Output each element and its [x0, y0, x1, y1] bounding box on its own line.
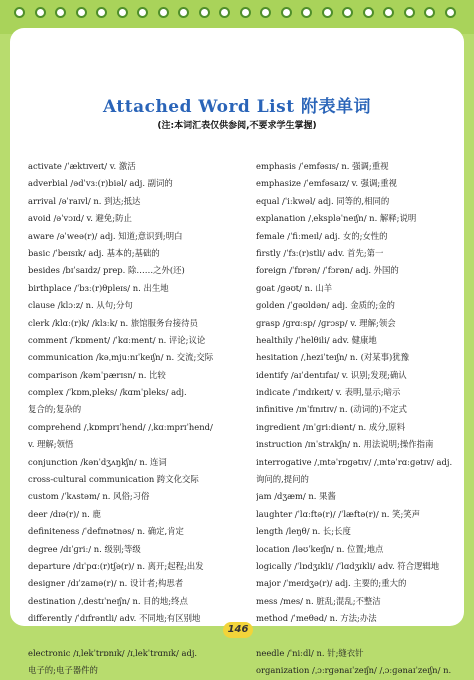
word-entry: jam /dʒæm/ n. 果酱: [256, 491, 336, 502]
word-entry: comprehend /ˌkɒmprɪˈhend/ /ˌkɑːmprɪˈhend/: [28, 421, 213, 432]
word-entry: explanation /ˌekspləˈneɪʃn/ n. 解释;说明: [256, 213, 417, 224]
binder-ring-icon: [117, 7, 128, 18]
word-entry: electronic /ɪˌlekˈtrɒnɪk/ /ɪˌlekˈtrɑnɪk/ adj.: [28, 647, 198, 658]
binder-ring-icon: [158, 7, 169, 18]
word-entry: comparison /kəmˈpærɪsn/ n. 比较: [28, 369, 166, 380]
binder-ring-icon: [260, 7, 271, 18]
word-entry: cross-cultural communication 跨文化交际: [28, 474, 199, 485]
word-entry: basic /ˈbeɪsɪk/ adj. 基本的;基础的: [28, 247, 160, 258]
binder-ring-icon: [96, 7, 107, 18]
binder-ring-icon: [137, 7, 148, 18]
word-entry: hesitation /ˌheziˈteɪʃn/ n. (对某事)犹豫: [256, 352, 409, 363]
word-entry: conjunction /kənˈdʒʌŋkʃn/ n. 连词: [28, 456, 167, 467]
binder-ring-icon: [199, 7, 210, 18]
word-entry: custom /ˈkʌstəm/ n. 风俗;习俗: [28, 491, 150, 502]
binder-ring-icon: [281, 7, 292, 18]
word-entry: arrival /əˈraɪvl/ n. 到达;抵达: [28, 195, 141, 206]
word-entry: instruction /ɪnˈstrʌkʃn/ n. 用法说明;操作指南: [256, 439, 434, 450]
word-entry: mess /mes/ n. 脏乱;混乱;不整洁: [256, 595, 381, 606]
binder-ring-icon: [240, 7, 251, 18]
word-entry: 复合的;复杂的: [28, 404, 82, 415]
word-entry: golden /ˈɡəʊldən/ adj. 金质的;金的: [256, 300, 395, 311]
word-entry: interrogative /ˌɪntəˈrɒɡətɪv/ /ˌɪntəˈrɑːɡətɪv/ adj.: [256, 456, 453, 467]
word-entry: activate /ˈæktɪveɪt/ v. 激活: [28, 161, 136, 171]
word-entry: v. 理解;领悟: [28, 439, 74, 450]
word-entry: comment /ˈkɒment/ /ˈkɑːment/ n. 评论;议论: [28, 334, 206, 345]
word-list-left-column: [28, 158, 253, 680]
binder-ring-icon: [383, 7, 394, 18]
binder-ring-icon: [322, 7, 333, 18]
word-entry: firstly /ˈfɜː(r)stli/ adv. 首先;第一: [256, 247, 384, 258]
word-entry: complex /ˈkɒmˌpleks/ /kɑmˈpleks/ adj.: [28, 387, 187, 398]
word-entry: clause /klɔːz/ n. 从句;分句: [28, 300, 133, 311]
word-entry: degree /dɪˈɡriː/ n. 级别;等级: [28, 543, 141, 554]
binder-ring-icon: [301, 7, 312, 18]
binder-ring-icon: [178, 7, 189, 18]
word-entry: 询问的,提问的: [256, 474, 309, 485]
word-entry: departure /dɪˈpɑː(r)tʃə(r)/ n. 离开;起程;出发: [28, 560, 204, 571]
page-title: Attached Word List 附表单词: [102, 97, 371, 117]
word-entry: foreign /ˈfɒrən/ /ˈfɔrən/ adj. 外国的: [256, 265, 399, 276]
binder-ring-icon: [404, 7, 415, 18]
page-subtitle: (注:本词汇表仅供参阅,不要求学生掌握): [157, 121, 317, 131]
word-entry: goat /ɡəʊt/ n. 山羊: [256, 282, 333, 293]
word-entry: aware /əˈweə(r)/ adj. 知道;意识到;明白: [28, 230, 183, 241]
word-entry: differently /ˈdɪfrəntli/ adv. 不同地;有区别地: [28, 613, 201, 624]
word-entry: major /ˈmeɪdʒə(r)/ adj. 主要的;重大的: [256, 578, 407, 589]
word-entry: birthplace /ˈbɜː(r)θpleɪs/ n. 出生地: [28, 282, 169, 293]
word-entry: emphasize /ˈemfəsaɪz/ v. 强调;重视: [256, 178, 397, 189]
word-entry: length /leŋθ/ n. 长;长度: [256, 526, 351, 537]
word-entry: definiteness /ˈdefɪnətnəs/ n. 确定,肯定: [28, 526, 184, 537]
word-entry: needle /ˈniːdl/ n. 针;缝衣针: [256, 647, 364, 658]
binder-ring-icon: [14, 7, 25, 18]
page-number: 146: [223, 622, 253, 638]
word-entry: 电子的;电子器件的: [28, 665, 98, 676]
binder-ring-icon: [35, 7, 46, 18]
word-entry: grasp /ɡrɑːsp/ /ɡrɔsp/ v. 理解;领会: [256, 317, 396, 328]
word-entry: besides /bɪˈsaɪdz/ prep. 除……之外(还): [28, 265, 185, 276]
word-entry: location /ləʊˈkeɪʃn/ n. 位置;地点: [256, 543, 384, 554]
binder-ring-icon: [424, 7, 435, 18]
word-entry: healthily /ˈhelθili/ adv. 健康地: [256, 334, 377, 345]
word-entry: communication /kəˌmjuːnɪˈkeɪʃn/ n. 交流;交际: [28, 352, 214, 363]
word-entry: method /ˈmeθəd/ n. 方法;办法: [256, 613, 377, 624]
word-entry: ingredient /ɪnˈɡriːdiənt/ n. 成分,原料: [256, 421, 405, 432]
word-entry: organization /ˌɔːrɡənaɪˈzeɪʃn/ /ˌɔːɡənaɪˈzeɪʃn/ n.: [256, 665, 452, 676]
binder-ring-icon: [76, 7, 87, 18]
word-entry: deer /dɪə(r)/ n. 鹿: [28, 508, 101, 519]
word-entry: laughter /ˈlɑːftə(r)/ /ˈlæftə(r)/ n. 笑;笑声: [256, 508, 421, 519]
binder-ring-icon: [342, 7, 353, 18]
word-entry: designer /dɪˈzaɪnə(r)/ n. 设计者;构思者: [28, 578, 184, 589]
word-entry: destination /ˌdestɪˈneɪʃn/ n. 目的地;终点: [28, 595, 188, 606]
word-entry: indicate /ˈɪndɪkeɪt/ v. 表明,显示;暗示: [256, 387, 401, 398]
word-entry: infinitive /ɪnˈfɪnɪtɪv/ n. (动词的)不定式: [256, 404, 407, 415]
word-list-right-column: [256, 158, 461, 680]
binder-ring-icon: [55, 7, 66, 18]
binder-ring-icon: [363, 7, 374, 18]
word-entry: clerk /klɑː(r)k/ /klɜːk/ n. 旅馆服务台接待员: [28, 317, 198, 328]
word-entry: emphasis /ˈemfəsɪs/ n. 强调;重视: [256, 161, 389, 171]
binder-ring-icon: [219, 7, 230, 18]
word-entry: avoid /əˈvɔɪd/ v. 避免;防止: [28, 213, 132, 224]
word-entry: equal /ˈiːkwəl/ adj. 同等的,相同的: [256, 195, 390, 206]
word-entry: female /ˈfiːmeɪl/ adj. 女的;女性的: [256, 230, 388, 241]
binder-ring-icon: [445, 7, 456, 18]
word-entry: logically /ˈlɒdʒɪkli/ /ˈlɑdʒɪkli/ adv. 符合逻辑地: [256, 560, 440, 571]
word-entry: identify /aɪˈdentɪfaɪ/ v. 识别;发现;确认: [256, 369, 407, 380]
word-entry: adverbial /ədˈvɜː(r)biəl/ adj. 副词的: [28, 178, 173, 189]
